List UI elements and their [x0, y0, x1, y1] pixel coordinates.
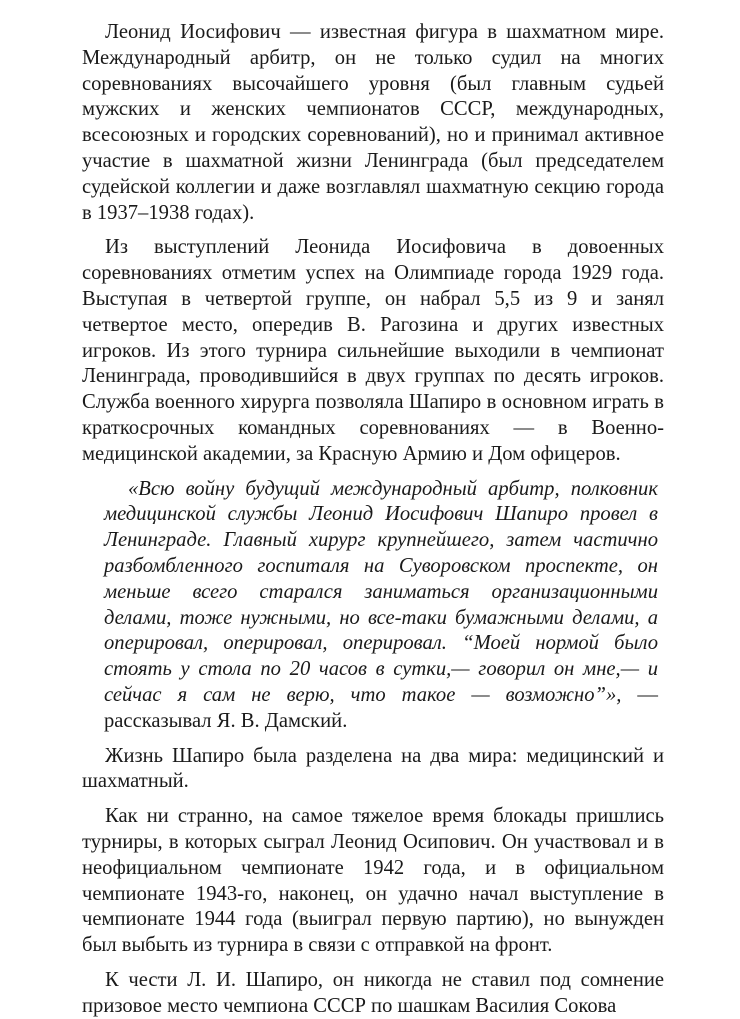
paragraph-5: К чести Л. И. Шапиро, он никогда не ставил под сомнение призовое место чемпиона СССР по шашкам Василия Сокова — [82, 968, 664, 1017]
document-page — [82, 20, 664, 1019]
quote-attribution: — рассказывал Я. В. Дамский. — [104, 683, 658, 732]
paragraph-1: Леонид Иосифович — известная фигура в шахматном мире. Международный арбитр, он не только судил на многих соревнованиях высочайшего уровня (был главным судьей мужских и женских чемпионатов СССР, международных, всесоюзных и городских соревнований), но и принимал активное участие в шахматной жизни Ленинграда (был председателем судейской коллегии и даже возглавлял шахматную секцию города в 1937–1938 годах). — [82, 21, 664, 224]
quote-text: «Всю войну будущий международный арбитр, полковник медицинской службы Леонид Иосифович Шапиро провел в Ленинграде. Главный хирург крупнейшего, затем частично разбомбленного госпиталя на Суворовском проспекте, он меньше всего старался заниматься организационными делами, тоже нужными, но все-таки бумажными делами, а оперировал, оперировал, оперировал. “Моей нормой было стоять у стола по 20 часов в сутки,— говорил он мне,— и сейчас я сам не верю, что такое — возможно”», — [104, 477, 658, 706]
paragraph-2: Из выступлений Леонида Иосифовича в довоенных соревнованиях отметим успех на Олимпиаде города 1929 года. Выступая в четвертой группе, он набрал 5,5 из 9 и занял четвертое место, опередив В. Рагозина и других известных игроков. Из этого турнира сильнейшие выходили в чемпионат Ленинграда, проводившийся в двух группах по десять игроков. Служба военного хирурга позволяла Шапиро в основном играть в краткосрочных командных соревнованиях — в Военно-медицинской академии, за Красную Армию и Дом офицеров. — [82, 236, 664, 465]
paragraph-3: Жизнь Шапиро была разделена на два мира: медицинский и шахматный. — [82, 744, 664, 793]
paragraph-4: Как ни странно, на самое тяжелое время блокады пришлись турниры, в которых сыграл Леонид Осипович. Он участвовал и в неофициальном чемпионате 1942 года, и в официальном чемпионате 1943-го, наконец, он удачно начал выступление в чемпионате 1944 года (выиграл первую партию), но вынужден был выбыть из турнира в связи с отправкой на фронт. — [82, 805, 664, 957]
block-quote — [82, 477, 664, 735]
